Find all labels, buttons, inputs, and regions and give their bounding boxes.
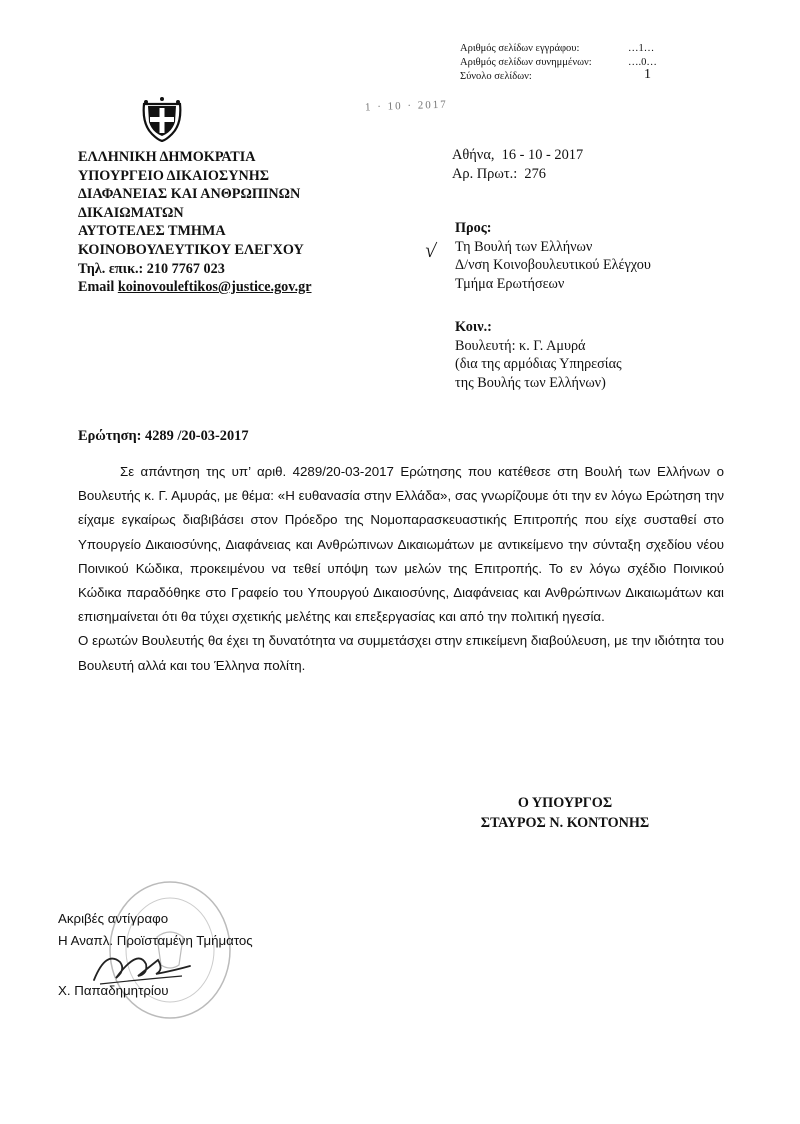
sender-line: ΕΛΛΗΝΙΚΗ ΔΗΜΟΚΡΑΤΙΑ [78,149,256,165]
sender-line: ΥΠΟΥΡΓΕΙΟ ΔΙΚΑΙΟΣΥΝΗΣ [78,167,270,184]
protocol-number: Αρ. Πρωτ.: 276 [452,165,546,182]
date-line: Αθήνα, 16 - 10 - 2017 [452,147,584,163]
recipient-block [455,219,651,293]
certified-copy-block [58,908,253,1002]
sender-line: ΔΙΑΦΑΝΕΙΑΣ ΚΑΙ ΑΝΘΡΩΠΙΝΩΝ [78,186,301,203]
recipient-line: Δ/νση Κοινοβουλευτικού Ελέγχου [455,257,651,274]
recipient-line: Τμήμα Ερωτήσεων [455,275,565,292]
email-link[interactable]: koinovouleftikos@justice.gov.gr [117,279,312,296]
email-label: Email [78,279,115,296]
page-count-value: ….0… [628,57,657,68]
page-count-value: …1… [628,43,655,54]
certifier-name: Χ. Παπαδημητρίου [58,983,169,998]
page-count-row-document [460,42,700,56]
certified-line: Ακριβές αντίγραφο [58,911,169,926]
body-paragraph: Σε απάντηση της υπ’ αριθ. 4289/20-03-2017 Ερώτησης που κατέθεσε στη Βουλή των Ελλήνων ο Βουλευτής κ. Γ. Αμυράς, με θέμα: «Η ευθανασία στην Ελλάδα», σας γνωρίζουμε ότι την εν λόγω Ερώτηση την είχαμε εγκαίρως διαβιβάσει στον Πρόεδρο της Νομοπαρασκευαστικής Επιτροπής που είχε συσταθεί στο Υπουργείο Δικαιοσύνης, Διαφάνειας και Ανθρώπινων Δικαιωμάτων με αντικείμενο την σύνταξη σχεδίου νέου Ποινικού Κώδικα, προκειμένου να τεθεί υπόψη των μελών της Επιτροπής. Το εν λόγω σχέδιο Ποινικού Κώδικα παραδόθηκε στο Γραφείο του Υπουργού Δικαιοσύνης, Διαφάνειας και Ανθρώπινων Δικαιωμάτων και επισημαίνεται ότι θα τύχει σχετικής μελέτης και επεξεργασίας και από την πολιτική ηγεσία. [78,464,724,625]
phone-number: 210 7767 023 [146,260,225,277]
sender-block [78,148,378,297]
date-block [452,146,583,183]
page-count-row-attachments [460,56,700,70]
sender-line: ΔΙΚΑΙΩΜΑΤΩΝ [78,204,184,221]
handwritten-check-icon: √ [423,239,438,263]
page-count-row-total [460,67,700,84]
cc-heading: Κοιν.: [455,319,492,335]
received-stamp: 1 · 10 · 2017 [364,98,449,114]
cc-line: Βουλευτή: κ. Γ. Αμυρά [455,337,586,354]
greek-emblem-icon [140,96,184,142]
question-reference: Ερώτηση: 4289 /20-03-2017 [78,428,249,444]
signatory-title: Ο ΥΠΟΥΡΓΟΣ [517,795,613,811]
signature-block [455,793,675,833]
sender-line: ΚΟΙΝΟΒΟΥΛΕΥΤΙΚΟΥ ΕΛΕΓΧΟΥ [78,241,304,258]
certified-line: Η Αναπλ. Προϊσταμένη Τμήματος [58,933,253,948]
phone-label: Τηλ. επικ.: [78,260,144,277]
recipient-heading: Προς: [455,220,492,236]
cc-block [455,318,622,392]
letter-body [78,460,724,678]
page-count-label: Αριθμός σελίδων συνημμένων: [460,57,592,68]
page-count-box [460,42,700,84]
sender-line: ΑΥΤΟΤΕΛΕΣ ΤΜΗΜΑ [78,223,226,240]
page-count-label: Σύνολο σελίδων: [460,71,532,82]
page-count-value: 1 [644,67,651,82]
page-count-label: Αριθμός σελίδων εγγράφου: [460,43,580,54]
sender-phone [78,260,378,279]
cc-line: της Βουλής των Ελλήνων) [455,374,606,391]
signatory-name: ΣΤΑΥΡΟΣ Ν. ΚΟΝΤΟΝΗΣ [480,815,650,831]
recipient-line: Τη Βουλή των Ελλήνων [455,238,593,255]
body-paragraph: Ο ερωτών Βουλευτής θα έχει τη δυνατότητα να συμμετάσχει στην επικείμενη διαβούλευση, με την ιδιότητα του Βουλευτή αλλά και του Έλληνα πολίτη. [78,633,724,673]
sender-email [78,278,378,297]
cc-line: (δια της αρμόδιας Υπηρεσίας [455,356,622,373]
